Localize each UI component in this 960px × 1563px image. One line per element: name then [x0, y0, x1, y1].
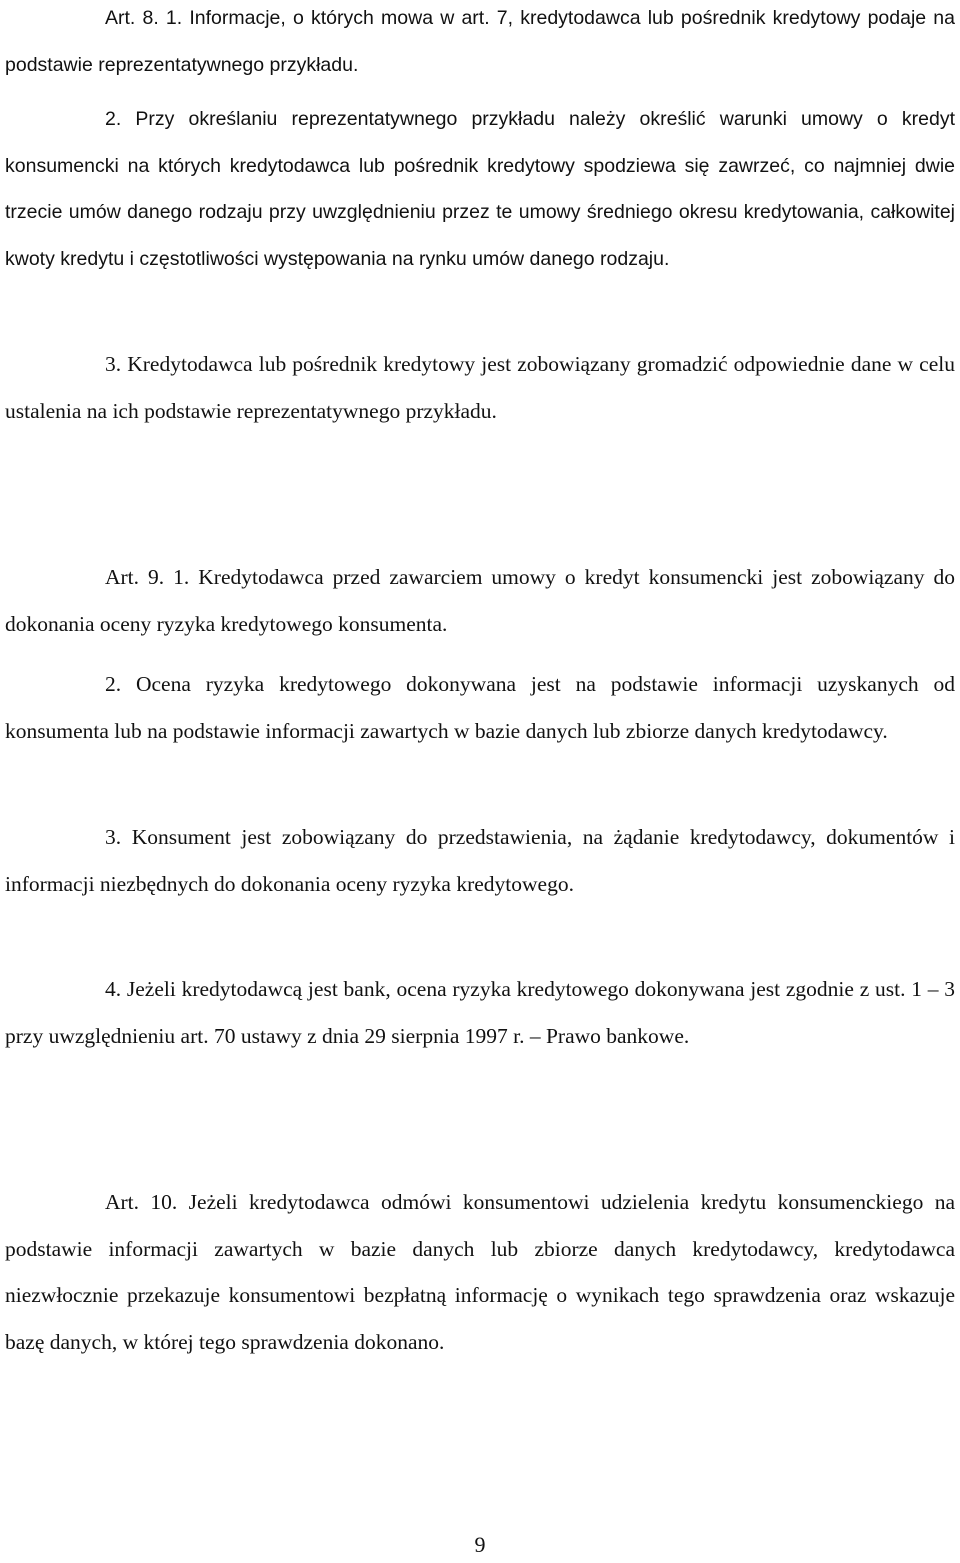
art-9-paragraph-3: 3. Konsument jest zobowiązany do przedstawienia, na żądanie kredytodawcy, dokumentów i informacji niezbędnych do dokonania oceny ryzyka kredytowego. [5, 825, 955, 896]
art-9-paragraph-4: 4. Jeżeli kredytodawcą jest bank, ocena ryzyka kredytowego dokonywana jest zgodnie z ust. 1 – 3 przy uwzględnieniu art. 70 ustawy z dnia 29 sierpnia 1997 r. – Prawo bankowe. [5, 977, 955, 1048]
art-9-paragraph-1: Art. 9. 1. Kredytodawca przed zawarciem umowy o kredyt konsumencki jest zobowiązany do dokonania oceny ryzyka kredytowego konsumenta. [5, 565, 955, 636]
page-number: 9 [474, 1532, 486, 1557]
art-8-paragraph-2: 2. Przy określaniu reprezentatywnego przykładu należy określić warunki umowy o kredyt konsumencki na których kredytodawca lub pośrednik kredytowy spodziewa się zawrzeć, co najmniej dwie trzecie umów danego rodzaju przy uwzględnieniu przez te umowy średniego okresu kredytowania, całkowitej kwoty kredytu i częstotliwości występowania na rynku umów danego rodzaju. [5, 108, 955, 270]
art-8-paragraph-1: Art. 8. 1. Informacje, o których mowa w art. 7, kredytodawca lub pośrednik kredytowy podaje na podstawie reprezentatywnego przykładu. [5, 7, 955, 76]
art-10-paragraph-1: Art. 10. Jeżeli kredytodawca odmówi konsumentowi udzielenia kredytu konsumenckiego na podstawie informacji zawartych w bazie danych lub zbiorze danych kredytodawcy, kredytodawca niezwłocznie przekazuje konsumentowi bezpłatną informację o wynikach tego sprawdzenia oraz wskazuje bazę danych, w której tego sprawdzenia dokonano. [5, 1190, 955, 1354]
art-9-paragraph-2: 2. Ocena ryzyka kredytowego dokonywana jest na podstawie informacji uzyskanych od konsumenta lub na podstawie informacji zawartych w bazie danych lub zbiorze danych kredytodawcy. [5, 672, 955, 743]
art-8-paragraph-3: 3. Kredytodawca lub pośrednik kredytowy jest zobowiązany gromadzić odpowiednie dane w celu ustalenia na ich podstawie reprezentatywnego przykładu. [5, 352, 955, 423]
